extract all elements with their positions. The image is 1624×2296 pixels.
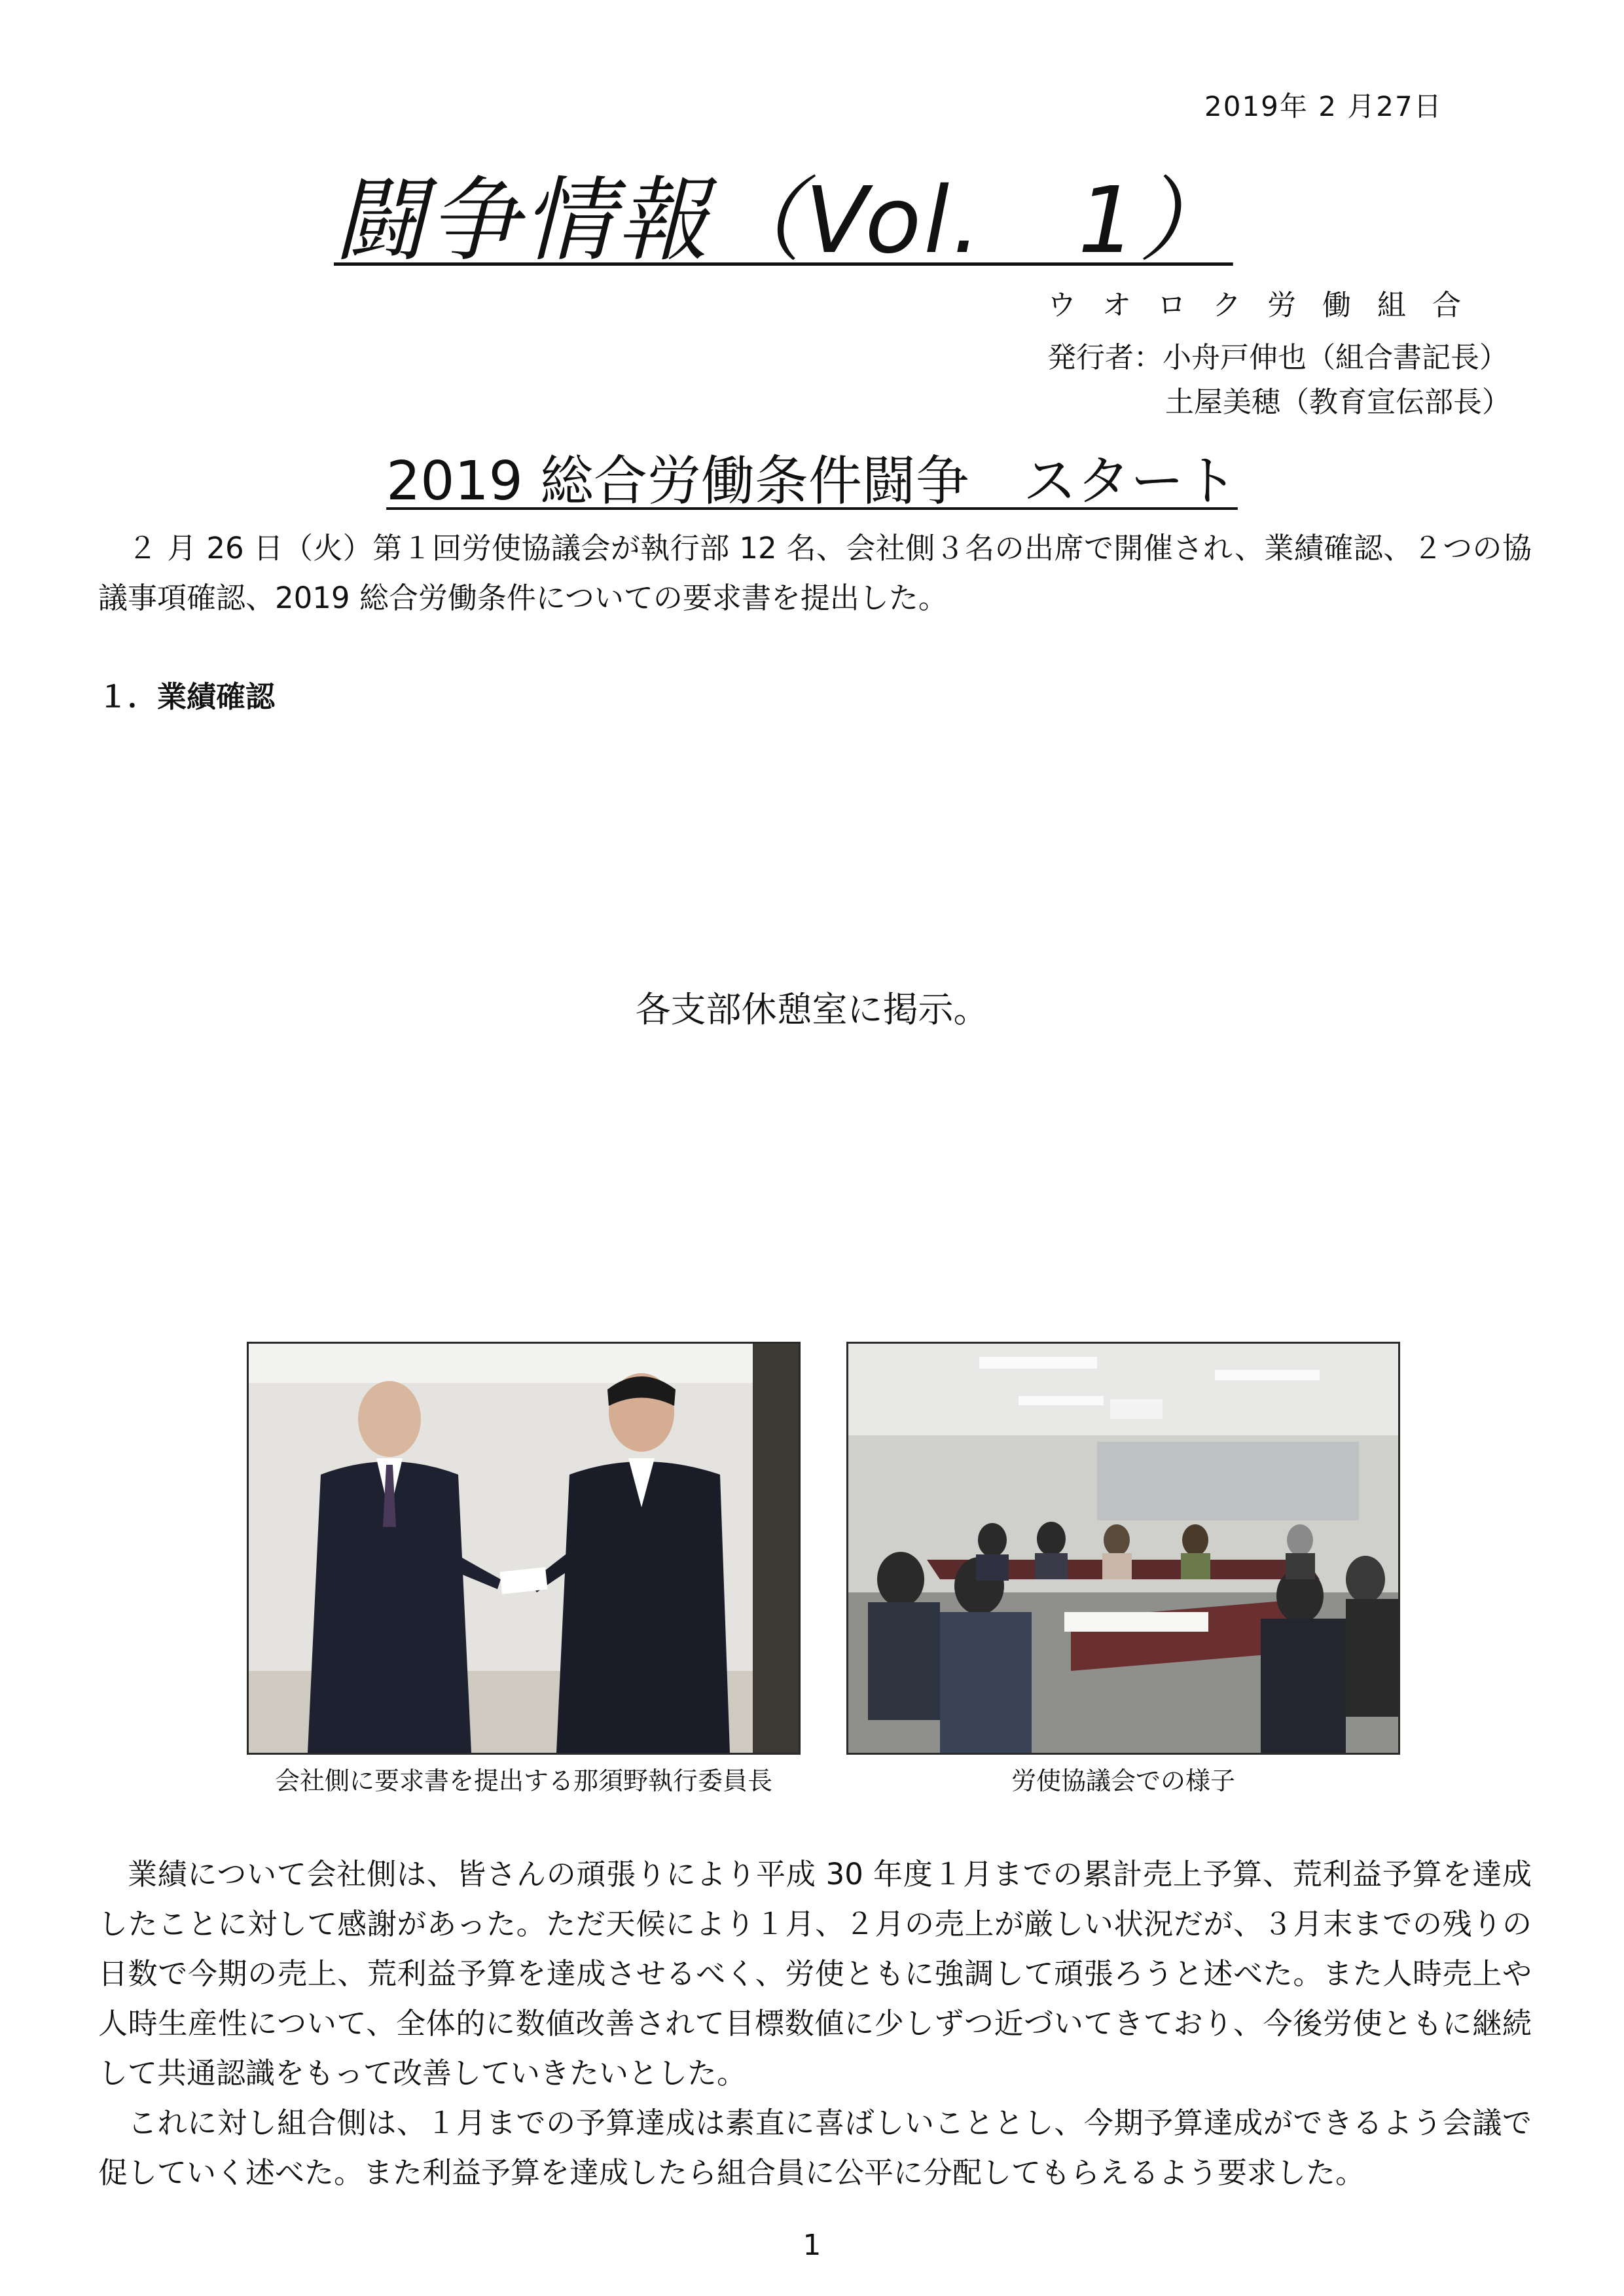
photo-handover [247, 1342, 801, 1755]
headline: 2019 総合労働条件闘争 スタート [386, 450, 1238, 512]
section-heading-performance: １．業績確認 [98, 679, 276, 714]
intro-paragraph: ２ 月 26 日（火）第１回労使協議会が執行部 12 名、会社側３名の出席で開催され、業績確認、２つの協議事項確認、2019 総合労働条件についての要求書を提出した。 [98, 531, 1532, 615]
issue-date: 2019年 2 月27日 [1204, 90, 1443, 122]
publisher-line-2: 土屋美穂（教育宣伝部長） [1165, 386, 1511, 419]
photo-meeting [846, 1342, 1400, 1755]
notice-text: 各支部休憩室に掲示。 [635, 989, 989, 1030]
paragraph-company-view: 業績について会社側は、皆さんの頑張りにより平成 30 年度１月までの累計売上予算、荒利益予算を達成したことに対して感謝があった。ただ天候により１月、２月の売上が厳しい状況だが、３月末までの残りの日数で今期の売上、荒利益予算を達成させるべく、労使ともに強調して頑張ろうと述べた。また人時売上や人時生産性について、全体的に数値改善されて目標数値に少しずつ近づいてきており、今後労使ともに継続して共通認識をもって改善していきたいとした。 [98, 1857, 1532, 2090]
newsletter-title: 闘争情報（Vol. 1） [334, 168, 1233, 274]
organization-name: ウオロク労働組合 [1047, 289, 1487, 322]
paragraph-union-view: これに対し組合側は、１月までの予算達成は素直に喜ばしいこととし、今期予算達成ができるよう会議で促していく述べた。また利益予算を達成したら組合員に公平に分配してもらえるよう要求した。 [98, 2106, 1532, 2190]
photo-meeting-caption: 労使協議会での様子 [1011, 1767, 1235, 1795]
page-number: 1 [803, 2229, 821, 2262]
publisher-line-1: 発行者：小舟戸伸也（組合書記長） [1047, 341, 1508, 374]
photo-handover-caption: 会社側に要求書を提出する那須野執行委員長 [274, 1767, 772, 1795]
